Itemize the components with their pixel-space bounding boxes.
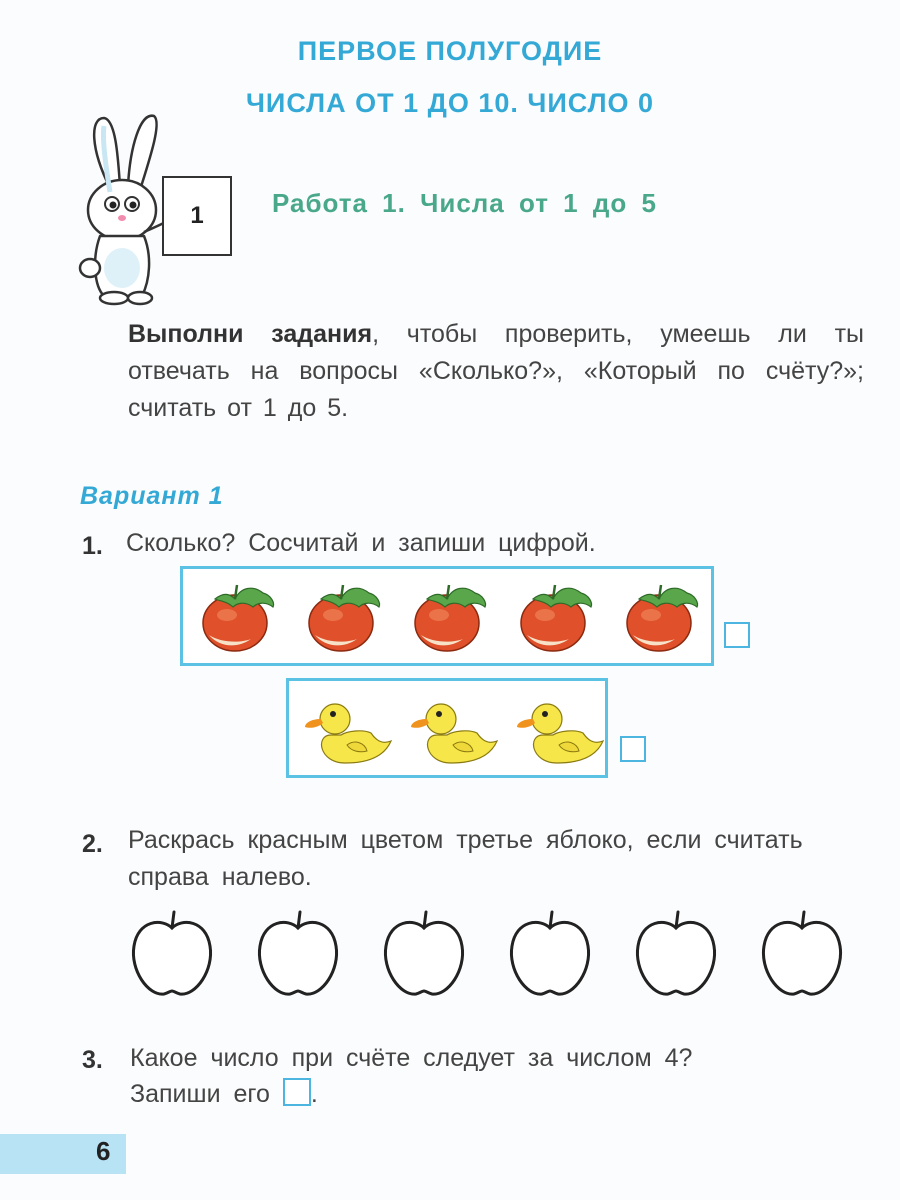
duck-icon bbox=[407, 689, 499, 776]
task-3-line1: Какое число при счёте следует за числом 4? bbox=[130, 1044, 693, 1072]
intro-text bbox=[128, 316, 864, 427]
apple-outline-icon bbox=[250, 906, 346, 1007]
apple-outline-icon bbox=[628, 906, 724, 1007]
task-3-period: . bbox=[310, 1080, 318, 1108]
intro-bold: Выполни задания bbox=[128, 320, 373, 348]
tomato-icon bbox=[409, 577, 489, 662]
work-title: Работа 1. Числа от 1 до 5 bbox=[272, 188, 657, 218]
apple-outline-icon bbox=[124, 906, 220, 1007]
apple-outline-icon bbox=[754, 906, 850, 1007]
section-heading: ПЕРВОЕ ПОЛУГОДИЕ bbox=[297, 36, 603, 66]
task-1-number: 1. bbox=[82, 532, 103, 560]
variant-label: Вариант 1 bbox=[80, 482, 224, 510]
task-3-number: 3. bbox=[82, 1046, 103, 1074]
duck-frame bbox=[286, 678, 608, 778]
task-2-number: 2. bbox=[82, 830, 103, 858]
task-1-text: Сколько? Сосчитай и запиши цифрой. bbox=[126, 529, 596, 557]
topic-heading: ЧИСЛА ОТ 1 ДО 10. ЧИСЛО 0 bbox=[245, 88, 655, 118]
apple-row bbox=[124, 906, 864, 1006]
task-3-answer-box[interactable] bbox=[283, 1078, 311, 1106]
work-number-card: 1 bbox=[162, 176, 232, 256]
duck-icon bbox=[301, 689, 393, 776]
tomato-icon bbox=[197, 577, 277, 662]
apple-outline-icon bbox=[376, 906, 472, 1007]
tomato-icon bbox=[515, 577, 595, 662]
duck-icon bbox=[513, 689, 605, 776]
duck-answer-box[interactable] bbox=[620, 736, 646, 762]
tomato-icon bbox=[303, 577, 383, 662]
task-3-line2 bbox=[130, 1076, 318, 1113]
apple-outline-icon bbox=[502, 906, 598, 1007]
tomato-frame bbox=[180, 566, 714, 666]
tomato-icon bbox=[621, 577, 701, 662]
intro-rest: , чтобы проверить, умеешь ли ты отвечать на вопросы «Сколько?», «Который по счёту?»; считать от 1 до 5. bbox=[128, 320, 864, 422]
task-2-text: Раскрась красным цветом третье яблоко, если считать справа налево. bbox=[128, 826, 803, 891]
tomato-answer-box[interactable] bbox=[724, 622, 750, 648]
task-3-line2-text: Запиши его bbox=[130, 1080, 270, 1108]
page-number: 6 bbox=[96, 1136, 111, 1166]
